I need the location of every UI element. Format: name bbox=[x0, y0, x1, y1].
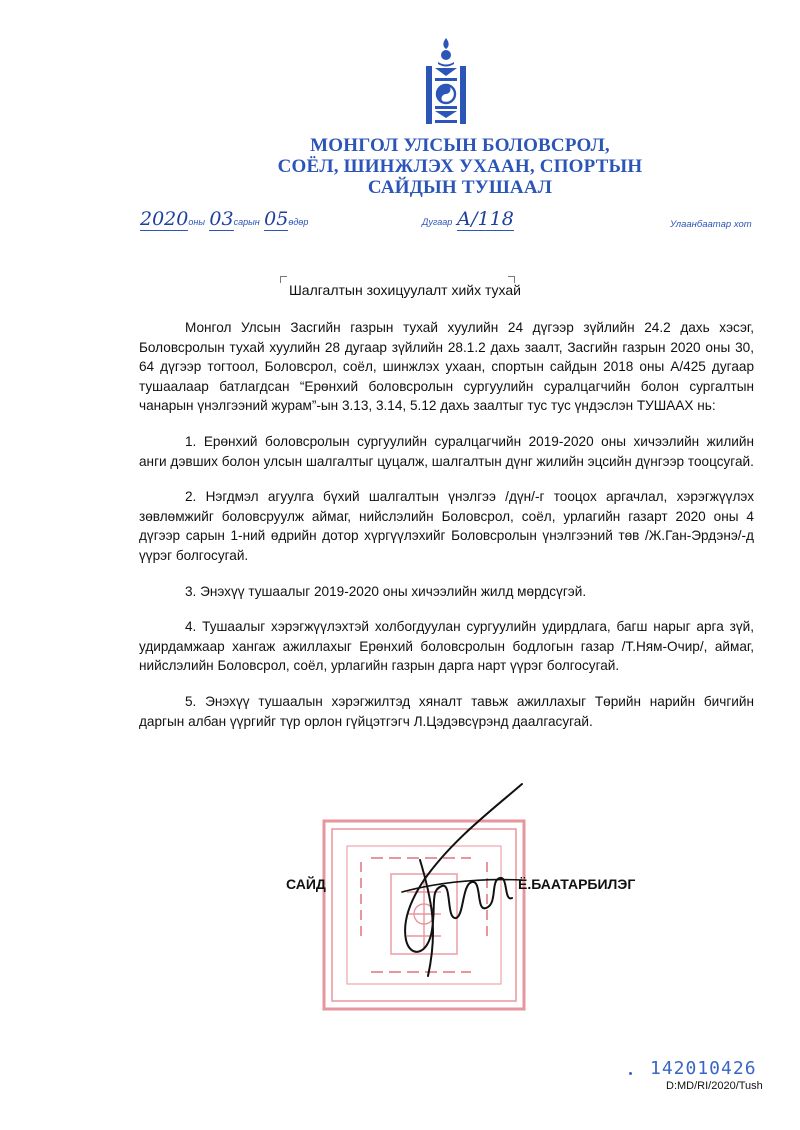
signer-name: Ё.БААТАРБИЛЭГ bbox=[518, 876, 636, 892]
date-month-label: сарын bbox=[233, 217, 260, 227]
handwritten-signature-icon bbox=[372, 780, 532, 980]
order-preamble: Монгол Улсын Засгийн газрын тухай хуулийн 24 дүгээр зүйлийн 24.2 дахь хэсэг, Боловсролын тухай хуулийн 28 дугаар зүйлийн 28.1.2 дахь заалт, Засгийн газрын 2020 оны 30, 64 дүгээр тогтоол, Боловсрол, соёл, шинжлэх ухаан, спортын сайдын 2018 оны А/425 дугаар тушаалаар батлагдсан “Ерөнхий боловсролын сургуулийн суралцагчийн болон сургалтын чанарын үнэлгээний журам”-ын 3.13, 3.14, 5.12 дахь заалтыг тус тус үндэслэн ТУШААХ нь: bbox=[139, 320, 754, 414]
ministry-line-1: МОНГОЛ УЛСЫН БОЛОВСРОЛ, bbox=[310, 135, 610, 156]
order-item-3: 3. Энэхүү тушаалыг 2019-2020 оны хичээлийн жилд мөрдсүгэй. bbox=[185, 583, 587, 599]
ministry-line-2: СОЁЛ, ШИНЖЛЭХ УХААН, СПОРТЫН bbox=[277, 156, 643, 177]
order-item-1: 1. Ерөнхий боловсролын сургуулийн суралцагчийн 2019-2020 оны хичээлийн жилийн анги дэвших болон улсын шалгалтыг цуцалж, шалгалтын дүнг жилийн эцсийн дүнгээр тооцсугай. bbox=[139, 433, 754, 469]
order-number-label: Дугаар bbox=[422, 217, 453, 227]
signer-role: САЙД bbox=[286, 876, 326, 892]
date-year: 2020 bbox=[140, 208, 189, 230]
date-month: 03 bbox=[209, 208, 234, 230]
ministry-line-3: САЙДЫН ТУШААЛ bbox=[367, 177, 553, 198]
order-number: А/118 bbox=[456, 208, 514, 230]
date-day-label: өдөр bbox=[288, 217, 309, 227]
date-line bbox=[140, 208, 308, 238]
serial-dot bbox=[629, 1072, 632, 1075]
soyombo-emblem-icon bbox=[418, 36, 474, 128]
order-subject: Шалгалтын зохицуулалт хийх тухай bbox=[288, 282, 522, 298]
order-item-2: 2. Нэгдмэл агуулга бүхий шалгалтын үнэлгээ /дүн/-г тооцох аргачлал, хэрэгжүүлэх зөвлөмжийг боловсруулж аймаг, нийслэлийн Боловсрол, соёл, урлагийн газарт 2020 оны 4 дүгээр сарын 1-ний өдрийн дотор хүргүүлэхийг Боловсролын үнэлгээний төв /Ж.Ган-Эрдэнэ/-д үүрэг болгосугай. bbox=[139, 489, 754, 563]
serial-number: 142010426 bbox=[650, 1058, 757, 1079]
date-year-label: оны bbox=[188, 217, 205, 227]
issue-city: Улаанбаатар хот bbox=[670, 219, 752, 230]
date-day: 05 bbox=[264, 208, 289, 230]
ministry-heading bbox=[260, 135, 660, 198]
order-body bbox=[139, 318, 754, 731]
order-number-line bbox=[422, 208, 514, 230]
order-item-5: 5. Энэхүү тушаалын хэрэгжилтэд хяналт тавьж ажиллахыг Төрийн нарийн бичгийн даргын албан үүргийг түр орлон гүйцэтгэгч Л.Цэдэвсүрэнд даалгасугай. bbox=[139, 693, 754, 729]
order-item-4: 4. Тушаалыг хэрэгжүүлэхтэй холбогдуулан сургуулийн удирдлага, багш нарыг арга зүй, удирдамжаар хангаж ажиллахыг Ерөнхий боловсролын бодлогын газар /Т.Ням-Очир/, аймаг, нийслэлийн Боловсрол, соёл, урлагийн газрын дарга нарт үүрэг болгосугай. bbox=[139, 619, 754, 674]
document-reference: D:MD/RI/2020/Tush bbox=[666, 1080, 763, 1092]
